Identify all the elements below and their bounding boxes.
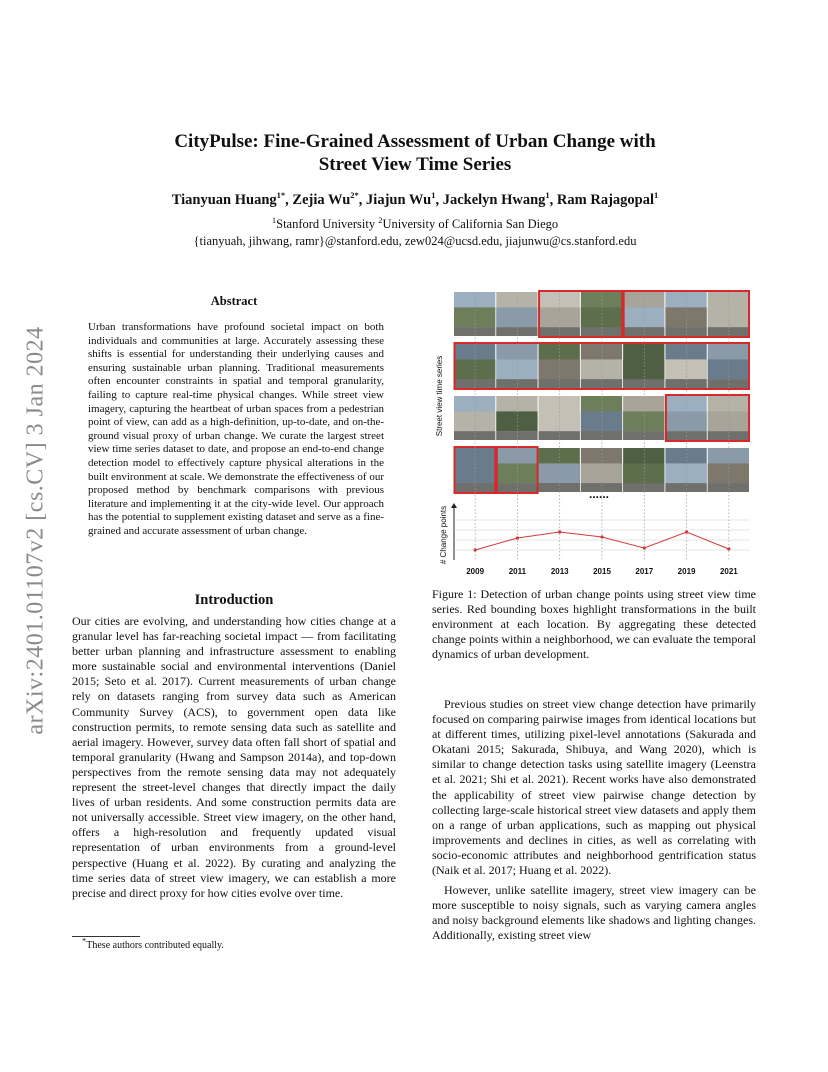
author-name: Zejia Wu: [292, 192, 351, 208]
frame-road: [665, 431, 706, 440]
author: [557, 192, 658, 208]
frame-road: [539, 327, 580, 336]
frame-building: [539, 463, 580, 483]
street-view-frame: [623, 292, 664, 336]
frame-building: [665, 411, 706, 431]
right-column-text: [432, 697, 756, 944]
affiliation-ucsd: University of California San Diego: [382, 217, 559, 231]
author-affiliation-mark: 1: [431, 190, 436, 201]
change-points-marker: [558, 530, 561, 533]
frame-road: [454, 431, 495, 440]
frame-road: [581, 431, 622, 440]
abstract-heading: Abstract: [210, 294, 258, 308]
street-view-frame: [623, 396, 664, 440]
frame-building: [623, 411, 664, 431]
affiliation-mark: 1: [271, 214, 277, 225]
street-view-frame: [581, 344, 622, 388]
frame-building: [623, 359, 664, 379]
frame-building: [581, 307, 622, 327]
frame-building: [581, 359, 622, 379]
author: [292, 192, 366, 208]
change-points-marker: [516, 536, 519, 539]
street-view-frame: [665, 344, 706, 388]
street-view-frame: [496, 292, 537, 336]
street-view-frame: [708, 292, 749, 336]
author-emails: {tianyuah, jihwang, ramr}@stanford.edu, zew024@ucsd.edu, jiajunwu@cs.stanford.edu: [193, 234, 637, 248]
chart-x-tick-label: 2009: [466, 567, 485, 576]
street-view-frame: [539, 344, 580, 388]
street-view-frame: [539, 292, 580, 336]
author-separator: ,: [549, 192, 557, 208]
frame-building: [454, 463, 495, 483]
street-view-frame: [708, 396, 749, 440]
street-view-frame: [665, 396, 706, 440]
street-view-frame: [454, 448, 495, 492]
street-view-frame: [496, 344, 537, 388]
change-points-marker: [474, 548, 477, 551]
author: [443, 192, 557, 208]
affiliation-stanford: Stanford University: [276, 217, 379, 231]
street-view-frame: [665, 448, 706, 492]
street-view-frame: [581, 448, 622, 492]
frame-building: [623, 307, 664, 327]
abstract-body: Urban transformations have profound societal impact on both individuals and communities at large. Accurately assessing these shifts is essential for understanding their underlying causes and ensuring sustainable urban planning. Traditional measurements often encounter constraints in spatial and temporal granularity, failing to capture real-time physical changes. While street view imagery, capturing the heartbeat of urban spaces from a pedestrian point of view, can add as a high-definition, up-to-date, and on-the-ground visual proxy of urban change. We curate the largest street view time series dataset to date, and propose an end-to-end change detection model to effectively capture physical alterations in the built environment at scale. We demonstrate the effectiveness of our proposed method by benchmark comparisons with previous literature and implementing it at the city-wide level. Our approach has the potential to supplement existing dataset and serve as a fine-grained and accurate assessment of urban change.: [88, 321, 384, 537]
author: [172, 192, 293, 208]
street-view-frame: [539, 396, 580, 440]
frame-road: [496, 327, 537, 336]
paper-title: [120, 130, 710, 176]
frame-road: [496, 483, 537, 492]
frame-road: [539, 379, 580, 388]
frame-road: [454, 379, 495, 388]
frame-road: [623, 431, 664, 440]
frame-building: [665, 359, 706, 379]
paragraph-prior-work: Previous studies on street view change detection have primarily focused on comparing pairwise images from identical locations but at different times, utilizing pixel-level annotations (Sakurada and Okatani 2015; Sakurada, Shibuya, and Wang 2020), which is similar to change detection tasks using satellite imagery (Leenstra et al. 2021; Shi et al. 2021). Recent works have also demonstrated the applicability of street view pairwise change detection by collecting large-scale historical street view datasets and apply them on a range of urban applications, such as mapping out physical improvements and declines in cities, as well as correlating with socio-economic attributes and neighborhood gentrification status (Naik et al. 2017; Huang et al. 2022).: [432, 697, 756, 878]
frame-building: [454, 359, 495, 379]
frame-building: [496, 359, 537, 379]
street-view-frame: [708, 448, 749, 492]
affiliation-line: [100, 216, 730, 233]
frame-building: [454, 307, 495, 327]
author-affiliation-mark: 1: [654, 190, 659, 201]
frame-road: [623, 379, 664, 388]
frame-road: [665, 379, 706, 388]
y-axis-arrow-icon: [451, 503, 457, 508]
frame-building: [496, 307, 537, 327]
introduction-body: Our cities are evolving, and understanding how cities change at a granular level has far-reaching societal impact — from facilitating better urban planning and infrastructure assessment to enabling more sustainable social and environmental interventions (Daniel 2015; Seto et al. 2017). Current measurements of urban change rely on datasets ranging from survey data such as American Community Survey (ACS), to government open data like construction permits, to remote sensing data such as satellite and aerial imagery. However, survey data often fall short of spatial and temporal granularity (Hwang and Sampson 2014a), and top-down perspectives from the remote sensing data may not adequately represent the street-level changes that directly impact the daily lives of urban residents. And some construction permits data are not universally accessible. Street view imagery, on the other hand, offers a high-resolution and frequently updated visual representation of urban environments from a ground-level perspective (Huang et al. 2022). By curating and analyzing the time series data of street view imagery, we can establish a more precise and direct proxy for how cities evolve over time.: [72, 614, 396, 900]
frame-building: [496, 411, 537, 431]
frame-road: [581, 379, 622, 388]
street-view-frame: [454, 344, 495, 388]
chart-x-tick-label: 2015: [593, 567, 611, 576]
street-view-frame: [539, 448, 580, 492]
footnote-mark: *: [82, 935, 87, 946]
footnote-text: These authors contributed equally.: [86, 940, 224, 951]
street-view-frame: [581, 292, 622, 336]
affiliation-mark: 2: [378, 214, 383, 225]
frame-building: [539, 307, 580, 327]
chart-x-tick-label: 2021: [719, 567, 738, 576]
arxiv-identifier-text: arXiv:2401.01107v2 [cs.CV] 3 Jan 2024: [22, 325, 49, 735]
author-separator: ,: [285, 192, 293, 208]
author-name: Ram Rajagopal: [556, 192, 654, 208]
frame-road: [454, 327, 495, 336]
change-points-marker: [643, 546, 646, 549]
author-affiliation-mark: 1*: [276, 190, 286, 201]
frame-road: [708, 483, 749, 492]
frame-road: [623, 483, 664, 492]
frame-building: [665, 463, 706, 483]
street-view-side-label: Street view time series: [435, 355, 444, 437]
frame-building: [623, 463, 664, 483]
street-view-frame: [623, 344, 664, 388]
frame-road: [539, 483, 580, 492]
arxiv-identifier: [20, 300, 52, 760]
street-view-frame: [623, 448, 664, 492]
frame-road: [496, 379, 537, 388]
change-points-marker: [685, 530, 688, 533]
author-list: [100, 190, 730, 210]
frame-road: [708, 431, 749, 440]
frame-road: [665, 327, 706, 336]
change-points-marker: [600, 535, 603, 538]
frame-building: [708, 359, 749, 379]
street-view-frame: [708, 344, 749, 388]
street-view-frame: [496, 396, 537, 440]
author-separator: ,: [358, 192, 367, 208]
footnote: [82, 935, 402, 951]
street-view-image-grid: [454, 291, 749, 493]
author-name: Jiajun Wu: [366, 192, 432, 208]
affiliations: [100, 216, 730, 250]
frame-road: [581, 327, 622, 336]
frame-road: [665, 483, 706, 492]
street-view-frame: [496, 448, 537, 492]
paragraph-challenges: However, unlike satellite imagery, street view imagery can be more susceptible to noisy signals, such as varying camera angles and noisy background elements like shadows and lighting changes. Additionally, existing street view: [432, 883, 756, 943]
street-view-frame: [454, 292, 495, 336]
frame-building: [454, 411, 495, 431]
paper-title-line-1: CityPulse: Fine-Grained Assessment of Urban Change with: [174, 131, 656, 152]
frame-road: [539, 431, 580, 440]
frame-road: [496, 431, 537, 440]
street-view-frame: [454, 396, 495, 440]
author-affiliation-mark: 1: [545, 190, 550, 201]
frame-building: [539, 359, 580, 379]
introduction-heading: Introduction: [194, 592, 274, 608]
figure-1-caption: Figure 1: Detection of urban change points using street view time series. Red bounding boxes highlight transformations in the built environment at each location. By aggregating these detected change points within a neighborhood, we can evaluate the temporal dynamics of urban development.: [432, 587, 756, 662]
frame-building: [581, 463, 622, 483]
street-view-frame: [665, 292, 706, 336]
chart-x-tick-label: 2013: [550, 567, 569, 576]
paper-title-line-2: Street View Time Series: [318, 154, 512, 175]
frame-building: [665, 307, 706, 327]
chart-y-axis-label: # Change points: [439, 505, 448, 565]
change-points-marker: [727, 547, 730, 550]
author: [366, 192, 443, 208]
author-separator: ,: [435, 192, 443, 208]
frame-building: [708, 463, 749, 483]
frame-building: [496, 463, 537, 483]
time-series-ellipsis: ......: [588, 487, 610, 501]
frame-building: [539, 411, 580, 431]
author-name: Jackelyn Hwang: [442, 192, 546, 208]
author-affiliation-mark: 2*: [350, 190, 359, 201]
frame-road: [623, 327, 664, 336]
frame-building: [581, 411, 622, 431]
frame-road: [708, 327, 749, 336]
chart-x-tick-label: 2017: [635, 567, 654, 576]
chart-x-tick-label: 2011: [508, 567, 527, 576]
author-name: Tianyuan Huang: [171, 192, 277, 208]
chart-x-tick-label: 2019: [677, 567, 696, 576]
figure-1-graphic: [430, 288, 756, 584]
frame-road: [454, 483, 495, 492]
frame-building: [708, 307, 749, 327]
figure-1: [430, 288, 756, 584]
frame-road: [708, 379, 749, 388]
frame-building: [708, 411, 749, 431]
street-view-frame: [581, 396, 622, 440]
